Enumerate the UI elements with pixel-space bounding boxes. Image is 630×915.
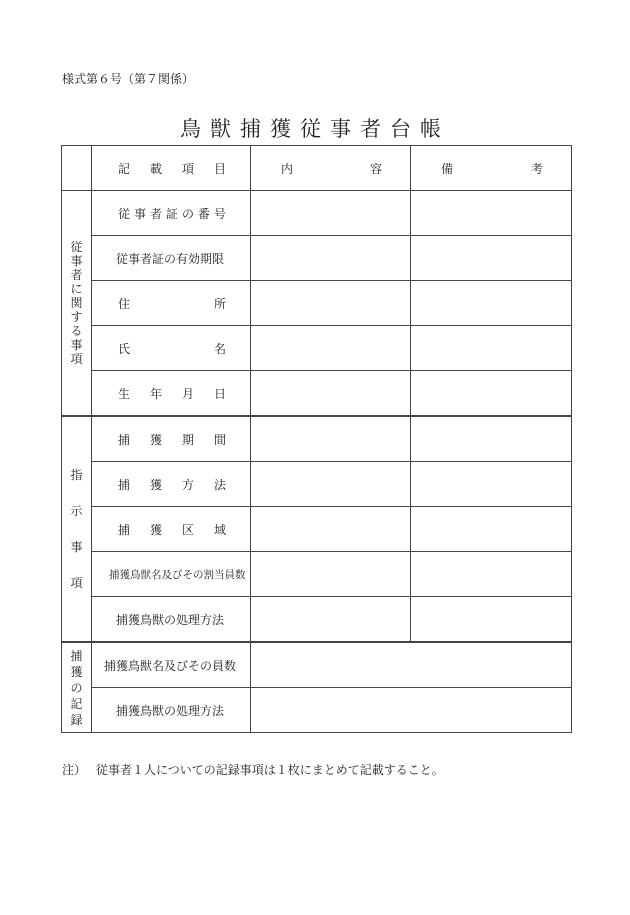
header-item-cell <box>92 146 251 191</box>
record-row-2 <box>62 688 572 733</box>
label-char: 日 <box>213 386 226 401</box>
label-char: 事 <box>133 206 146 221</box>
record-section-label: 捕獲の記録 <box>70 648 83 727</box>
worker-section-label: 従事者に関する事項 <box>70 240 83 366</box>
form-number: 様式第６号（第７関係） <box>62 72 195 86</box>
worker-item-label <box>92 340 250 357</box>
label-char: 記 <box>118 161 131 176</box>
instruction-item-cell <box>92 507 251 552</box>
label-char: 捕 <box>118 522 131 537</box>
content-cell[interactable] <box>251 281 411 326</box>
worker-section-label-cell <box>62 191 92 417</box>
label-char: 従 <box>118 206 131 221</box>
worker-item-label: 従事者証の有効期限 <box>116 251 225 266</box>
header-remarks-cell <box>411 146 572 191</box>
label-char: 番 <box>197 206 210 221</box>
remarks-cell[interactable] <box>411 191 572 236</box>
record-content-cell[interactable] <box>251 688 572 733</box>
worker-row-3 <box>62 281 572 326</box>
label-char: 期 <box>181 432 194 447</box>
instruction-item-cell <box>92 462 251 507</box>
remarks-cell[interactable] <box>411 281 572 326</box>
instruction-row-1 <box>62 416 572 462</box>
label-char: 項 <box>181 161 194 176</box>
label-char: 区 <box>181 522 194 537</box>
instruction-item-label <box>92 476 250 493</box>
instruction-item-cell <box>92 552 251 597</box>
remarks-cell[interactable] <box>411 462 572 507</box>
label-char: 証 <box>165 206 178 221</box>
instruction-item-label: 捕獲鳥獣名及びその割当員数 <box>109 568 246 581</box>
instruction-row-3 <box>62 507 572 552</box>
remarks-cell[interactable] <box>411 236 572 281</box>
content-cell[interactable] <box>251 552 411 597</box>
header-item-label <box>92 160 250 177</box>
remarks-cell[interactable] <box>411 326 572 371</box>
label-char: 氏 <box>118 341 131 356</box>
remarks-cell[interactable] <box>411 552 572 597</box>
label-char: 載 <box>149 161 162 176</box>
content-cell[interactable] <box>251 507 411 552</box>
worker-row-4 <box>62 326 572 371</box>
document-title: 鳥獣捕獲従事者台帳 <box>180 117 450 141</box>
ledger-table <box>61 145 572 733</box>
label-char: 獲 <box>149 522 162 537</box>
instruction-row-5 <box>62 597 572 643</box>
instruction-row-2 <box>62 462 572 507</box>
instruction-item-cell <box>92 597 251 643</box>
label-char: 域 <box>213 522 226 537</box>
content-cell[interactable] <box>251 462 411 507</box>
label-char: 号 <box>213 206 226 221</box>
instruction-section-label-cell <box>62 416 92 642</box>
record-item-cell <box>92 688 251 733</box>
label-char: 目 <box>213 161 226 176</box>
footnote-text: 従事者１人についての記録事項は１枚にまとめて記載すること。 <box>96 763 444 777</box>
worker-item-cell <box>92 371 251 417</box>
instruction-item-cell <box>92 416 251 462</box>
content-cell[interactable] <box>251 597 411 643</box>
content-cell[interactable] <box>251 326 411 371</box>
label-char: 備 <box>441 161 454 176</box>
instruction-section-label: 指示事項 <box>70 468 83 590</box>
instruction-item-label <box>92 431 250 448</box>
label-char: 名 <box>213 341 226 356</box>
label-char: 容 <box>369 161 382 176</box>
label-char: 間 <box>213 432 226 447</box>
label-char: 法 <box>213 477 226 492</box>
label-char: 月 <box>181 386 194 401</box>
remarks-cell[interactable] <box>411 371 572 417</box>
record-row-1 <box>62 642 572 688</box>
footnote-mark: 注） <box>62 763 87 777</box>
header-row <box>62 146 572 191</box>
record-item-cell <box>92 642 251 688</box>
label-char: 年 <box>149 386 162 401</box>
worker-item-label <box>92 295 250 312</box>
header-remarks-label <box>411 160 571 177</box>
label-char: 考 <box>530 161 543 176</box>
worker-row-5 <box>62 371 572 417</box>
corner-cell <box>62 146 92 191</box>
worker-item-cell <box>92 326 251 371</box>
footnote <box>62 761 444 778</box>
label-char: 捕 <box>118 432 131 447</box>
label-char: 獲 <box>149 432 162 447</box>
remarks-cell[interactable] <box>411 416 572 462</box>
header-content-cell <box>251 146 411 191</box>
content-cell[interactable] <box>251 371 411 417</box>
label-char: 所 <box>213 296 226 311</box>
label-char: 住 <box>118 296 131 311</box>
label-char: 獲 <box>149 477 162 492</box>
label-char: の <box>181 206 194 221</box>
worker-row-1 <box>62 191 572 236</box>
worker-row-2 <box>62 236 572 281</box>
worker-item-cell <box>92 281 251 326</box>
content-cell[interactable] <box>251 416 411 462</box>
record-content-cell[interactable] <box>251 642 572 688</box>
worker-item-label <box>92 385 250 402</box>
content-cell[interactable] <box>251 191 411 236</box>
remarks-cell[interactable] <box>411 507 572 552</box>
worker-item-cell <box>92 191 251 236</box>
label-char: 生 <box>118 386 131 401</box>
header-content-label <box>251 160 410 177</box>
content-cell[interactable] <box>251 236 411 281</box>
worker-item-cell <box>92 236 251 281</box>
instruction-item-label <box>92 521 250 538</box>
label-char: 者 <box>149 206 162 221</box>
record-item-label: 捕獲鳥獣名及びその員数 <box>104 658 237 673</box>
instruction-row-4 <box>62 552 572 597</box>
remarks-cell[interactable] <box>411 597 572 643</box>
label-char: 方 <box>181 477 194 492</box>
instruction-item-label: 捕獲鳥獣の処理方法 <box>116 612 225 627</box>
record-item-label: 捕獲鳥獣の処理方法 <box>116 703 225 718</box>
label-char: 捕 <box>118 477 131 492</box>
record-section-label-cell <box>62 642 92 733</box>
worker-item-label <box>92 205 250 222</box>
label-char: 内 <box>281 161 294 176</box>
